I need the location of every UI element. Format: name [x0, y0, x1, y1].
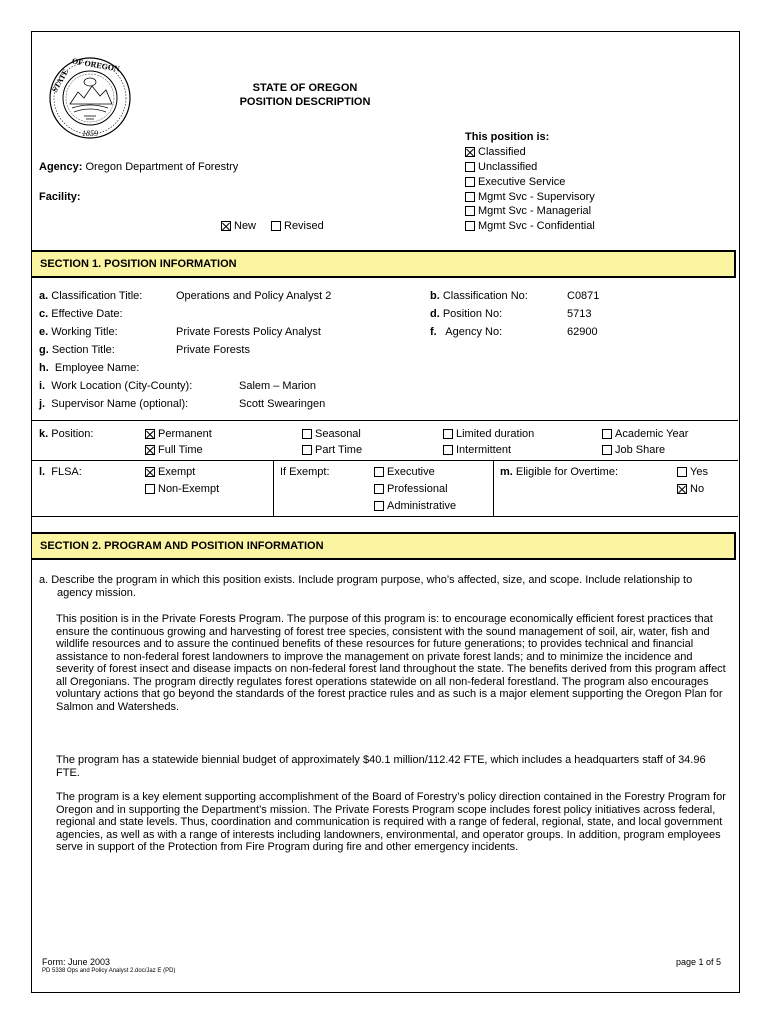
agency-no-label: Agency No:	[445, 326, 503, 338]
field-k-letter: k. Position:	[39, 428, 94, 440]
k-part-time[interactable]: Part Time	[302, 444, 362, 456]
mgmt-supervisory-checkbox[interactable]	[465, 192, 475, 202]
vdivider-2	[493, 460, 494, 516]
classification-title-value: Operations and Policy Analyst 2	[176, 290, 332, 302]
field-h-letter: h. Employee Name:	[39, 362, 140, 374]
field-m-letter: m. Eligible for Overtime:	[500, 466, 618, 478]
agency-no-value: 62900	[567, 326, 598, 338]
position-no-label: Position No:	[442, 308, 503, 320]
work-location-value: Salem – Marion	[239, 380, 317, 392]
section-title-label: Section Title:	[51, 344, 115, 356]
unclassified-checkbox[interactable]	[465, 162, 475, 172]
position-type-label: Position:	[51, 428, 94, 440]
divider-k	[32, 420, 738, 421]
flsa-exempt[interactable]: Exempt	[145, 466, 195, 478]
section-title-value: Private Forests	[176, 344, 250, 356]
if-exempt-label: If Exempt:	[280, 466, 330, 478]
divider-end-s1	[32, 516, 738, 517]
title-line-2: POSITION DESCRIPTION	[239, 96, 371, 108]
position-is-classified[interactable]	[465, 146, 526, 158]
k-intermittent[interactable]: Intermittent	[443, 444, 511, 456]
agency-value: Oregon Department of Forestry	[85, 161, 239, 173]
effective-date-label: Effective Date:	[51, 308, 123, 320]
field-a-letter: a. Classification Title:	[39, 290, 143, 302]
seal-text-left: STATE	[49, 67, 71, 94]
field-d-letter: d. Position No:	[430, 308, 503, 320]
supervisor-name-label: Supervisor Name (optional):	[51, 398, 189, 410]
classification-no-label: Classification No:	[442, 290, 528, 302]
paragraph-3: The program is a key element supporting accomplishment of the Board of Forestry’s policy direction contained in the Forestry Program for Oregon and in supporting the Department’s mission. The Private Forests Program scope includes forest policy initiatives across federal, regional and state levels. Thus, coordination and communication is required with a range of federal, regional, state, and local government agencies, as well as with a range of interests including landowners, environmental, and operator groups. In addition, program employees serve in support of the Protection from Fire Program during fire and other emergency incidents.	[56, 791, 726, 853]
new-checkbox[interactable]	[221, 221, 231, 231]
field-j-letter: j. Supervisor Name (optional):	[39, 398, 189, 410]
page-number: page 1 of 5	[676, 957, 722, 967]
part-time-checkbox[interactable]	[302, 445, 312, 455]
vdivider-1	[273, 460, 274, 516]
position-is-mgmt-confidential[interactable]	[465, 220, 595, 232]
divider-l	[32, 460, 738, 461]
k-job-share[interactable]: Job Share	[602, 444, 665, 456]
overtime-no[interactable]: No	[677, 483, 704, 495]
new-label: New	[234, 220, 257, 232]
working-title-value: Private Forests Policy Analyst	[176, 326, 321, 338]
academic-year-checkbox[interactable]	[602, 429, 612, 439]
mgmt-supervisory-label: Mgmt Svc - Supervisory	[478, 191, 595, 203]
flsa-label: FLSA:	[51, 466, 82, 478]
field-l-letter: l. FLSA:	[39, 466, 82, 478]
classification-no-value: C0871	[567, 290, 600, 302]
position-is-executive-service[interactable]	[465, 176, 565, 188]
field-c-letter: c. Effective Date:	[39, 308, 123, 320]
executive-service-label: Executive Service	[478, 176, 566, 188]
exempt-professional[interactable]: Professional	[374, 483, 448, 495]
seasonal-checkbox[interactable]	[302, 429, 312, 439]
working-title-label: Working Title:	[51, 326, 118, 338]
revised-checkbox[interactable]	[271, 221, 281, 231]
k-academic-year[interactable]: Academic Year	[602, 428, 688, 440]
permanent-checkbox[interactable]	[145, 429, 155, 439]
flsa-non-exempt[interactable]: Non-Exempt	[145, 483, 219, 495]
classification-title-label: Classification Title:	[51, 290, 143, 302]
k-seasonal[interactable]: Seasonal	[302, 428, 361, 440]
administrative-checkbox[interactable]	[374, 501, 384, 511]
exempt-checkbox[interactable]	[145, 467, 155, 477]
k-limited-duration[interactable]: Limited duration	[443, 428, 534, 440]
k-permanent[interactable]: Permanent	[145, 428, 212, 440]
job-share-checkbox[interactable]	[602, 445, 612, 455]
overtime-yes-checkbox[interactable]	[677, 467, 687, 477]
professional-checkbox[interactable]	[374, 484, 384, 494]
limited-duration-checkbox[interactable]	[443, 429, 453, 439]
work-location-label: Work Location (City-County):	[51, 380, 193, 392]
seal-text-top: OF OREGON	[71, 56, 121, 74]
overtime-label: Eligible for Overtime:	[515, 466, 618, 478]
agency-row	[39, 161, 238, 173]
seal-year: 1859	[82, 129, 98, 138]
non-exempt-checkbox[interactable]	[145, 484, 155, 494]
paragraph-2: The program has a statewide biennial budget of approximately $40.1 million/112.42 FTE, which includes a headquarters staff of 34.96 FTE.	[56, 754, 706, 779]
unclassified-label: Unclassified	[478, 161, 538, 173]
section-1-header: SECTION 1. POSITION INFORMATION	[32, 250, 736, 278]
position-is-mgmt-supervisory[interactable]	[465, 191, 595, 203]
mgmt-managerial-checkbox[interactable]	[465, 206, 475, 216]
revised-option[interactable]	[271, 220, 324, 232]
intermittent-checkbox[interactable]	[443, 445, 453, 455]
executive-checkbox[interactable]	[374, 467, 384, 477]
employee-name-label: Employee Name:	[54, 362, 140, 374]
executive-service-checkbox[interactable]	[465, 177, 475, 187]
overtime-yes[interactable]: Yes	[677, 466, 708, 478]
mgmt-managerial-label: Mgmt Svc - Managerial	[478, 205, 592, 217]
question-a: a. Describe the program in which this position exists. Include program purpose, who’s affected, size, and scope. Include relationship to agency mission.	[39, 574, 693, 599]
position-no-value: 5713	[567, 308, 592, 320]
file-name: PD 5338 Ops and Policy Analyst 2.doc/Jaz E (PD)	[42, 968, 176, 974]
position-is-heading: This position is:	[465, 131, 550, 143]
position-is-mgmt-managerial[interactable]	[465, 205, 591, 217]
supervisor-name-value: Scott Swearingen	[239, 398, 326, 410]
new-option[interactable]	[221, 220, 256, 232]
title-line-1: STATE OF OREGON	[252, 82, 358, 94]
revised-label: Revised	[284, 220, 324, 232]
exempt-executive[interactable]: Executive	[374, 466, 435, 478]
classified-label: Classified	[478, 146, 526, 158]
field-b-letter: b. Classification No:	[430, 290, 528, 302]
exempt-administrative[interactable]: Administrative	[374, 500, 456, 512]
full-time-checkbox[interactable]	[145, 445, 155, 455]
section-2-header: SECTION 2. PROGRAM AND POSITION INFORMATION	[32, 532, 736, 560]
agency-label: Agency:	[39, 161, 83, 173]
k-full-time[interactable]: Full Time	[145, 444, 203, 456]
mgmt-confidential-checkbox[interactable]	[465, 221, 475, 231]
mgmt-confidential-label: Mgmt Svc - Confidential	[478, 220, 595, 232]
form-date: Form: June 2003	[42, 957, 111, 967]
overtime-no-checkbox[interactable]	[677, 484, 687, 494]
facility-label: Facility:	[39, 191, 81, 203]
position-is-unclassified[interactable]	[465, 161, 537, 173]
field-g-letter: g. Section Title:	[39, 344, 115, 356]
field-e-letter: e. Working Title:	[39, 326, 118, 338]
classified-checkbox[interactable]	[465, 147, 475, 157]
field-f-letter: f. Agency No:	[430, 326, 503, 338]
paragraph-1: This position is in the Private Forests Program. The purpose of this program is: to encourage economically efficient forest practices that ensure the continuous growing and harvesting of forest tree species, consistent with the sound management of soil, air, water, fish and wildlife resources and to assure the continued benefits of these resources for future generations; to provides technical and financial assistance to non-federal forest landowners to improve the management on private forest lands; and to minimize the incidence and severity of forest insect and disease impacts on non-federal forest land throughout the state. The benefits derived from this program affect all Oregonians. The program directly regulates forest operations statewide on all non-federal forestland. The program also encourages voluntary actions that go beyond the standards of the forest practice rules and as such is a major element supporting the Oregon Plan for Salmon and Watersheds.	[56, 613, 726, 713]
field-i-letter: i. Work Location (City-County):	[39, 380, 193, 392]
